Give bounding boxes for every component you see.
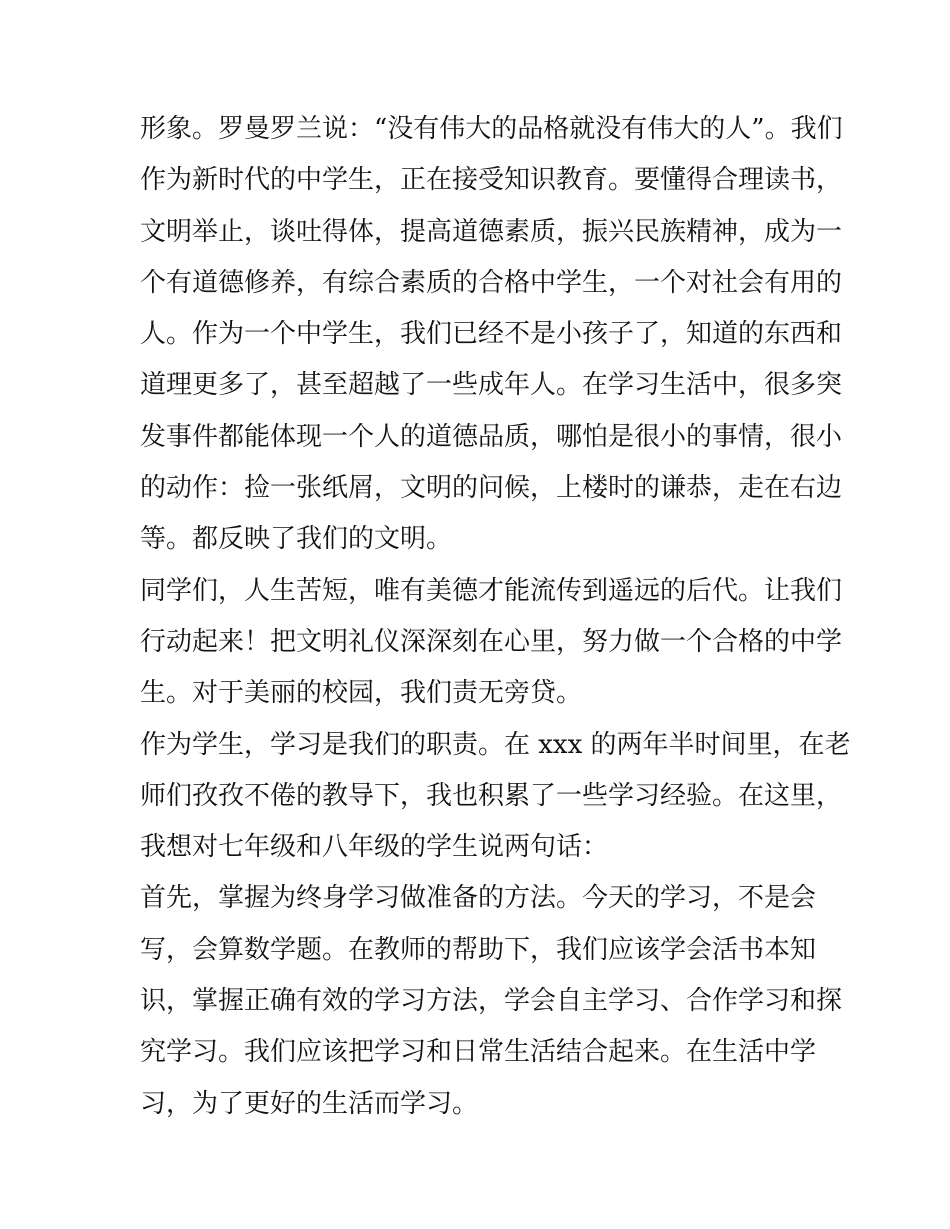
text-line: 识，掌握正确有效的学习方法，学会自主学习、合作学习和探 [140,986,843,1017]
text-line: 写，会算数学题。在教师的帮助下，我们应该学会活书本知 [140,934,817,965]
text-line: 首先，掌握为终身学习做准备的方法。今天的学习，不是会 [140,883,817,914]
text-line: 作为学生，学习是我们的职责。在 xxx 的两年半时间里，在老 [140,729,851,760]
text-line: 师们孜孜不倦的教导下，我也积累了一些学习经验。在这里， [140,780,843,811]
text-line: 发事件都能体现一个人的道德品质，哪怕是很小的事情，很小 [140,421,843,452]
paragraph-2 [140,566,843,720]
text-line: 同学们，人生苦短，唯有美德才能流传到遥远的后代。让我们 [140,575,843,606]
text-line: 的动作：捡一张纸屑，文明的问候，上楼时的谦恭，走在右边 [140,473,843,504]
text-line: 文明举止，谈吐得体，提高道德素质，振兴民族精神，成为一 [140,216,843,247]
text-line: 习，为了更好的生活而学习。 [140,1088,479,1119]
paragraph-1 [140,104,843,566]
text-line: 等。都反映了我们的文明。 [140,524,453,555]
text-line: 人。作为一个中学生，我们已经不是小孩子了，知道的东西和 [140,319,843,350]
text-line: 究学习。我们应该把学习和日常生活结合起来。在生活中学 [140,1037,817,1068]
text-line: 生。对于美丽的校园，我们责无旁贷。 [140,678,583,709]
document-body [140,104,851,1130]
text-line: 道理更多了，甚至超越了一些成年人。在学习生活中，很多突 [140,370,843,401]
paragraph-4 [140,873,843,1129]
text-line: 行动起来！把文明礼仪深深刻在心里，努力做一个合格的中学 [140,626,843,657]
text-line: 我想对七年级和八年级的学生说两句话： [140,832,609,863]
text-line: 作为新时代的中学生，正在接受知识教育。要懂得合理读书， [140,165,843,196]
text-line: 形象。罗曼罗兰说：“没有伟大的品格就没有伟大的人”。我们 [140,114,843,144]
text-line: 个有道德修养，有综合素质的合格中学生，一个对社会有用的 [140,267,843,298]
paragraph-3 [140,720,851,874]
